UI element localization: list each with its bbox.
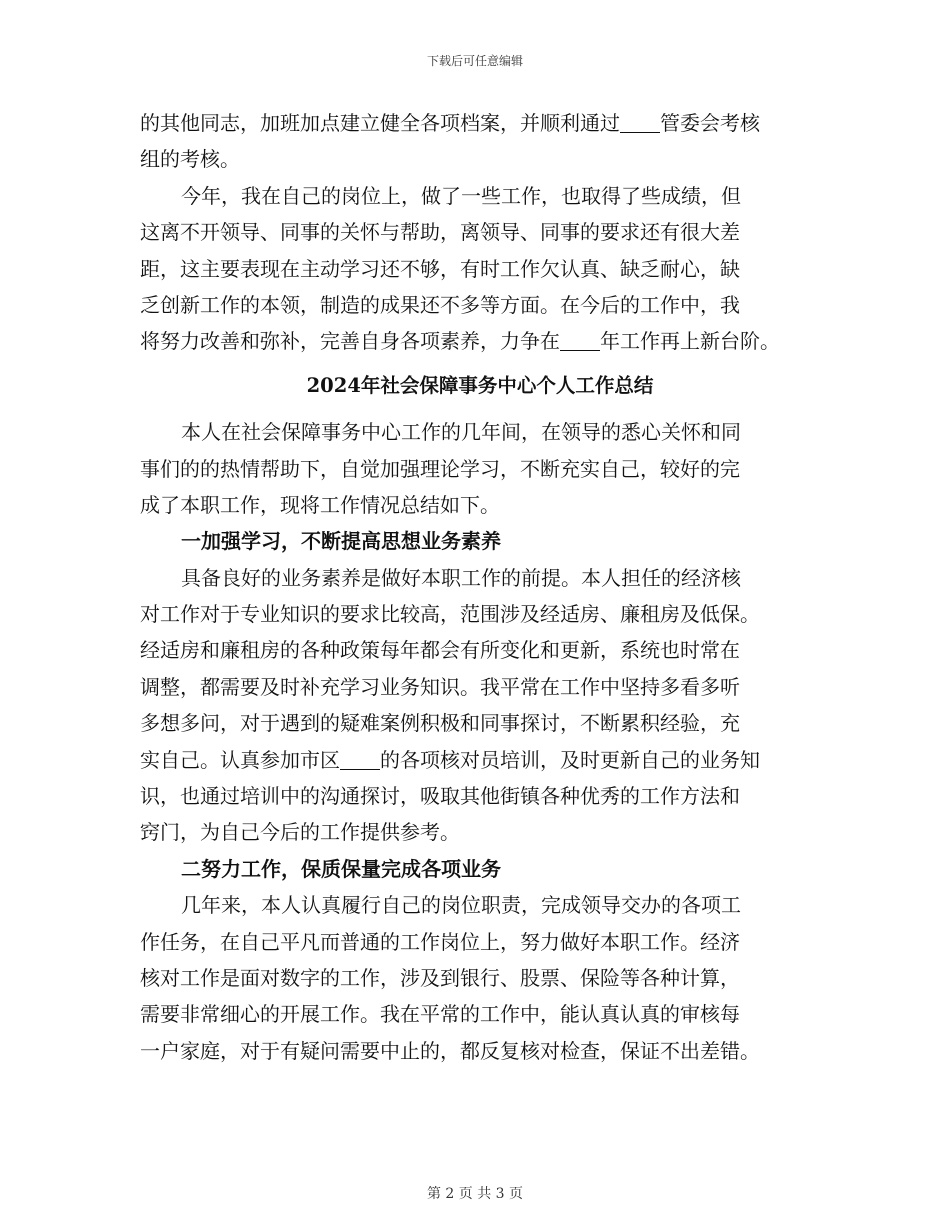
paragraph-line: 一户家庭，对于有疑问需要中止的，都反复核对检查，保证不出差错。 <box>140 1038 760 1063</box>
text-span: 的其他同志，加班加点建立健全各项档案，并顺利通过 <box>140 111 620 135</box>
blank-underline <box>340 749 380 770</box>
paragraph-line: 成了本职工作，现将工作情况总结如下。 <box>140 492 500 517</box>
paragraph-line: 事们的的热情帮助下，自觉加强理论学习，不断充实自己，较好的完 <box>140 456 740 481</box>
text-span: 管委会考核 <box>660 111 760 135</box>
text-span: 的各项核对员培训，及时更新自己的业务知 <box>380 747 760 772</box>
paragraph-line: 本人在社会保障事务中心工作的几年间，在领导的悉心关怀和同 <box>181 420 741 445</box>
paragraph-line: 核对工作是面对数字的工作，涉及到银行、股票、保险等各种计算， <box>140 965 740 990</box>
paragraph-line <box>140 742 820 778</box>
paragraph-line: 识，也通过培训中的沟通探讨，吸取其他街镇各种优秀的工作方法和 <box>140 784 740 809</box>
paragraph-line: 多想多问，对于遇到的疑难案例积极和同事探讨，不断累积经验，充 <box>140 711 740 736</box>
paragraph-line: 调整，都需要及时补充学习业务知识。我平常在工作中坚持多看多听 <box>140 674 740 699</box>
paragraph-line: 作任务，在自己平凡而普通的工作岗位上，努力做好本职工作。经济 <box>140 929 740 954</box>
paragraph-line <box>140 105 820 141</box>
document-body <box>140 105 820 1069</box>
text-span: 年工作再上新台阶。 <box>600 329 780 354</box>
blank-underline <box>620 112 660 133</box>
text-span: 将努力改善和弥补，完善自身各项素养，力争在 <box>140 329 560 354</box>
paragraph-line: 乏创新工作的本领，制造的成果还不多等方面。在今后的工作中，我 <box>140 292 740 317</box>
section-heading: 一加强学习，不断提高思想业务素养 <box>181 529 501 554</box>
paragraph-line: 组的考核。 <box>140 147 240 172</box>
document-title: 2024年社会保障事务中心个人工作总结 <box>306 373 654 397</box>
paragraph-line: 这离不开领导、同事的关怀与帮助，离领导、同事的要求还有很大差 <box>140 220 740 245</box>
section-heading: 二努力工作，保质保量完成各项业务 <box>181 856 501 881</box>
text-span: 实自己。认真参加市区 <box>140 747 340 772</box>
page-footer: 第 2 页 共 3 页 <box>426 1186 524 1202</box>
paragraph-line: 窍门，为自己今后的工作提供参考。 <box>140 820 460 845</box>
paragraph-line: 具备良好的业务素养是做好本职工作的前提。本人担任的经济核 <box>181 565 741 590</box>
paragraph-line: 今年，我在自己的岗位上，做了一些工作，也取得了些成绩，但 <box>181 183 741 208</box>
page-header: 下载后可任意编辑 <box>426 54 523 68</box>
blank-underline <box>560 330 600 351</box>
paragraph-line: 对工作对于专业知识的要求比较高，范围涉及经适房、廉租房及低保。 <box>140 602 760 627</box>
paragraph-line: 距，这主要表现在主动学习还不够，有时工作欠认真、缺乏耐心，缺 <box>140 256 740 281</box>
paragraph-line: 需要非常细心的开展工作。我在平常的工作中，能认真认真的审核每 <box>140 1002 740 1027</box>
paragraph-line <box>140 323 820 359</box>
paragraph-line: 几年来，本人认真履行自己的岗位职责，完成领导交办的各项工 <box>181 893 741 918</box>
paragraph-line: 经适房和廉租房的各种政策每年都会有所变化和更新，系统也时常在 <box>140 638 740 663</box>
